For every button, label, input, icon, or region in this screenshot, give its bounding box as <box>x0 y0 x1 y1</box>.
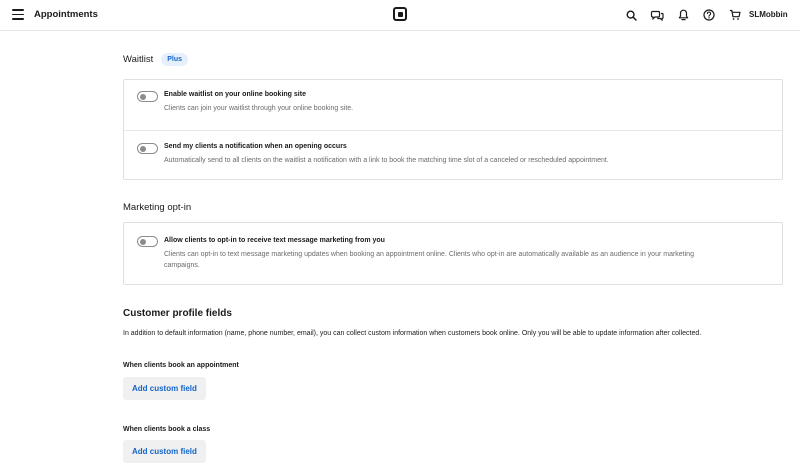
setting-title: Send my clients a notification when an opening occurs <box>164 143 347 150</box>
bell-icon[interactable] <box>676 8 690 22</box>
square-logo-icon[interactable] <box>393 7 407 21</box>
waitlist-setting-enable <box>124 80 782 130</box>
setting-title: Enable waitlist on your online booking site <box>164 91 306 98</box>
profile-fields-title: Customer profile fields <box>123 308 232 319</box>
header-actions <box>624 8 754 22</box>
help-icon[interactable] <box>702 8 716 22</box>
waitlist-title: Waitlist <box>123 54 154 65</box>
notify-clients-toggle[interactable] <box>137 143 158 154</box>
class-fields-heading: When clients book a class <box>123 426 211 433</box>
cart-icon[interactable] <box>728 8 742 22</box>
marketing-card <box>123 222 783 285</box>
setting-description <box>164 249 768 271</box>
plus-badge: Plus <box>161 53 188 66</box>
setting-description: Clients can join your waitlist through your online booking site. <box>164 105 354 112</box>
appointment-fields-heading: When clients book an appointment <box>123 362 239 369</box>
marketing-title: Marketing opt-in <box>123 202 192 213</box>
description-line: campaigns. <box>164 262 200 269</box>
account-menu[interactable]: SLMobbin <box>749 10 788 19</box>
page-title: Appointments <box>34 9 98 20</box>
marketing-optin-toggle[interactable] <box>137 236 158 247</box>
messages-icon[interactable] <box>650 8 664 22</box>
profile-fields-description: In addition to default information (name, phone number, email), you can collect custom information when customers book online. Only you will be able to update information after collected. <box>123 330 702 337</box>
setting-title: Allow clients to opt-in to receive text message marketing from you <box>164 237 385 244</box>
top-bar <box>0 0 800 31</box>
search-icon[interactable] <box>624 8 638 22</box>
add-class-field-button[interactable]: Add custom field <box>123 440 206 463</box>
waitlist-header <box>123 53 188 66</box>
enable-waitlist-toggle[interactable] <box>137 91 158 102</box>
description-line: Clients can opt-in to text message marketing updates when booking an appointment online. Clients who opt-in are automatically available as an audience in your marketing <box>164 251 694 258</box>
waitlist-setting-notify <box>124 130 782 180</box>
menu-icon[interactable] <box>12 9 24 20</box>
add-appointment-field-button[interactable]: Add custom field <box>123 377 206 400</box>
waitlist-card <box>123 79 783 180</box>
setting-description: Automatically send to all clients on the waitlist a notification with a link to book the matching time slot of a canceled or rescheduled appointment. <box>164 157 609 164</box>
marketing-setting <box>124 223 782 281</box>
